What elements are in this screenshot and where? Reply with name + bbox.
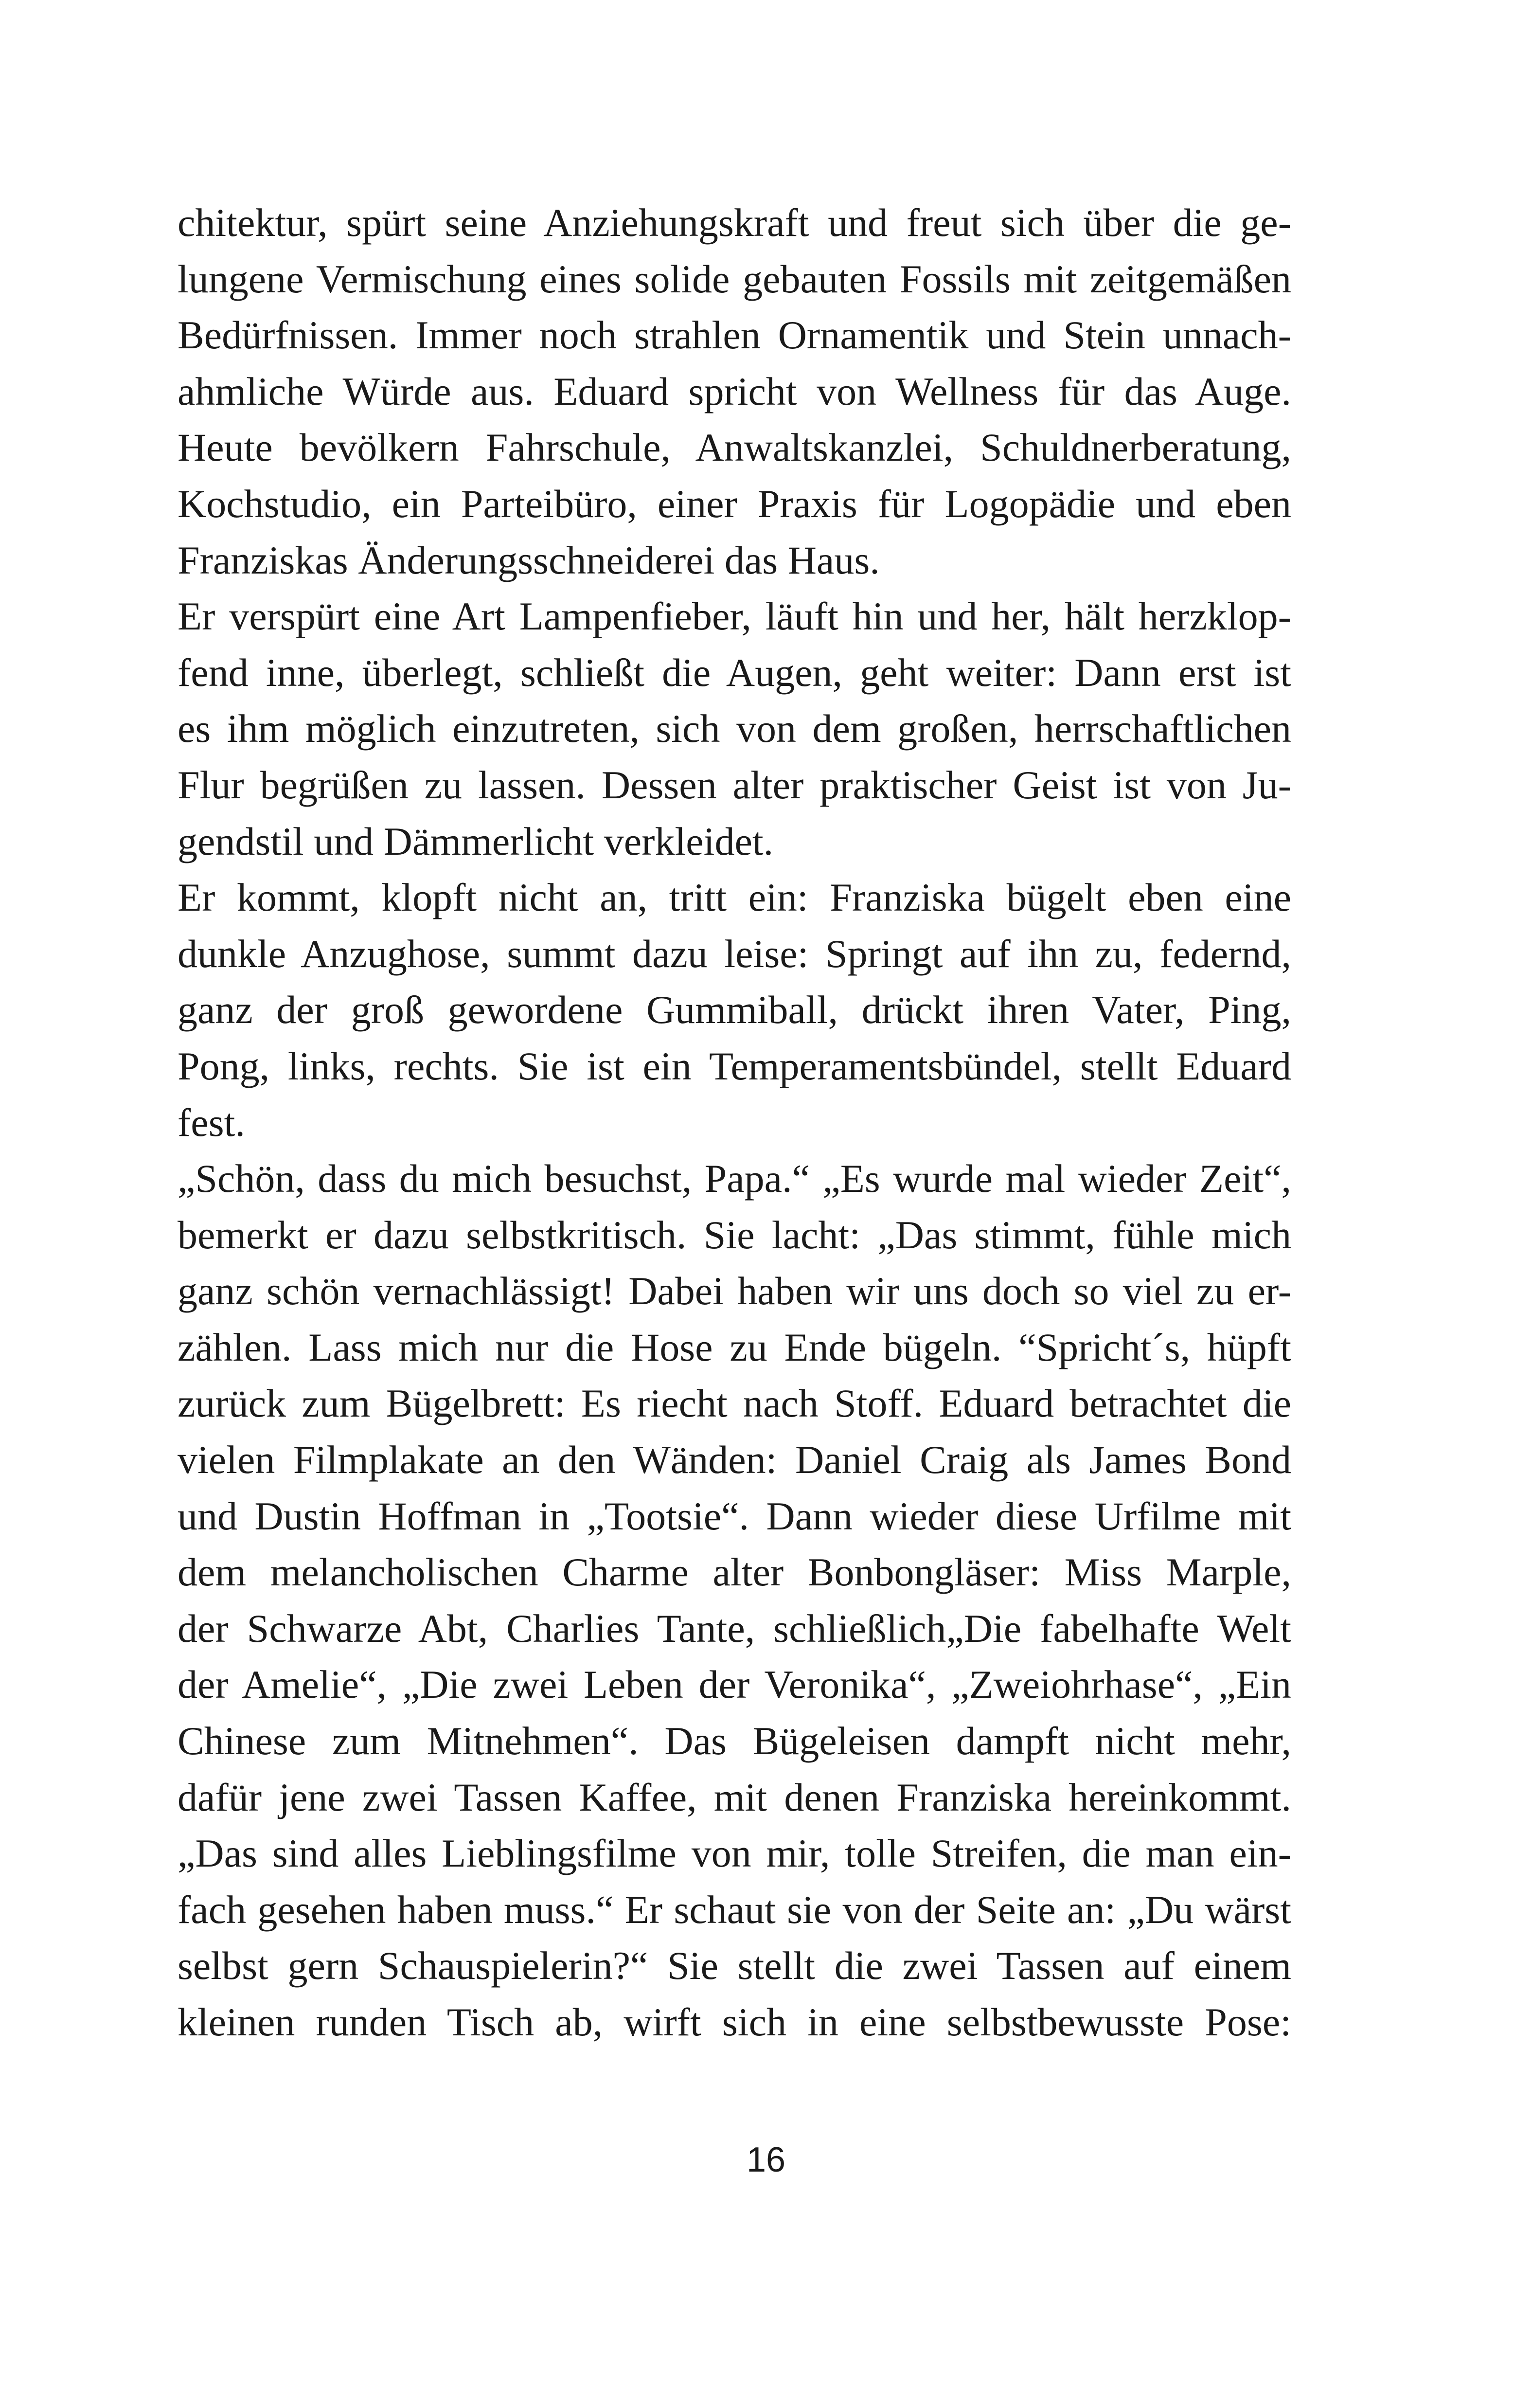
text-line: Heute bevölkern Fahrschule, Anwaltskanzlei, Schuldnerberatung, (178, 425, 1291, 470)
text-line: „Schön, dass du mich besuchst, Papa.“ „Es wurde mal wieder Zeit“, (178, 1156, 1291, 1201)
text-line: Chinese zum Mitnehmen“. Das Bügeleisen dampft nicht mehr, (178, 1719, 1291, 1763)
text-line: der Amelie“, „Die zwei Leben der Veronika“, „Zweiohrhase“, „Ein (178, 1662, 1291, 1707)
text-line: es ihm möglich einzutreten, sich von dem großen, herrschaftlichen (178, 706, 1291, 751)
text-line: der Schwarze Abt, Charlies Tante, schließlich„Die fabelhafte Welt (178, 1606, 1291, 1651)
text-line: fend inne, überlegt, schließt die Augen, geht weiter: Dann erst ist (178, 650, 1291, 695)
text-line: zählen. Lass mich nur die Hose zu Ende bügeln. “Spricht´s, hüpft (178, 1325, 1291, 1369)
text-line: vielen Filmplakate an den Wänden: Daniel Craig als James Bond (178, 1438, 1291, 1482)
text-line: Kochstudio, ein Parteibüro, einer Praxis für Logopädie und eben (178, 481, 1291, 526)
text-line: Pong, links, rechts. Sie ist ein Temperamentsbündel, stellt Eduard (178, 1043, 1291, 1088)
text-line: zurück zum Bügelbrett: Es riecht nach Stoff. Eduard betrachtet die (178, 1381, 1291, 1426)
text-line: Er kommt, klopft nicht an, tritt ein: Franziska bügelt eben eine (178, 875, 1291, 920)
text-line: fach gesehen haben muss.“ Er schaut sie von der Seite an: „Du wärst (178, 1887, 1291, 1932)
text-line: Er verspürt eine Art Lampenfieber, läuft hin und her, hält herzklop- (178, 594, 1291, 639)
text-line: ganz schön vernachlässigt! Dabei haben wir uns doch so viel zu er- (178, 1269, 1291, 1313)
text-line: dem melancholischen Charme alter Bonbongläser: Miss Marple, (178, 1550, 1291, 1595)
text-line: dunkle Anzughose, summt dazu leise: Springt auf ihn zu, federnd, (178, 931, 1291, 976)
text-line: selbst gern Schauspielerin?“ Sie stellt die zwei Tassen auf einem (178, 1943, 1291, 1988)
text-line: und Dustin Hoffman in „Tootsie“. Dann wieder diese Urfilme mit (178, 1493, 1291, 1538)
text-line: ahmliche Würde aus. Eduard spricht von Wellness für das Auge. (178, 369, 1291, 413)
text-line: lungene Vermischung eines solide gebauten Fossils mit zeitgemäßen (178, 256, 1291, 301)
text-line: Bedürfnissen. Immer noch strahlen Ornamentik und Stein unnach- (178, 313, 1291, 358)
text-line: „Das sind alles Lieblingsfilme von mir, tolle Streifen, die man ein- (178, 1831, 1291, 1876)
text-line: bemerkt er dazu selbstkritisch. Sie lacht: „Das stimmt, fühle mich (178, 1212, 1291, 1257)
text-line: Flur begrüßen zu lassen. Dessen alter praktischer Geist ist von Ju- (178, 762, 1291, 807)
page-number: 16 (746, 2140, 786, 2179)
text-line: kleinen runden Tisch ab, wirft sich in eine selbstbewusste Pose: (178, 2000, 1291, 2044)
body-text (178, 195, 1291, 2050)
paragraph-end-line: gendstil und Dämmerlicht verkleidet. (178, 819, 774, 863)
text-line: ganz der groß gewordene Gummiball, drückt ihren Vater, Ping, (178, 988, 1291, 1032)
text-line: chitektur, spürt seine Anziehungskraft und freut sich über die ge- (178, 200, 1291, 245)
paragraph-end-line: fest. (178, 1100, 245, 1145)
text-line: dafür jene zwei Tassen Kaffee, mit denen Franziska hereinkommt. (178, 1775, 1291, 1819)
paragraph-end-line: Franziskas Änderungsschneiderei das Haus. (178, 538, 880, 582)
